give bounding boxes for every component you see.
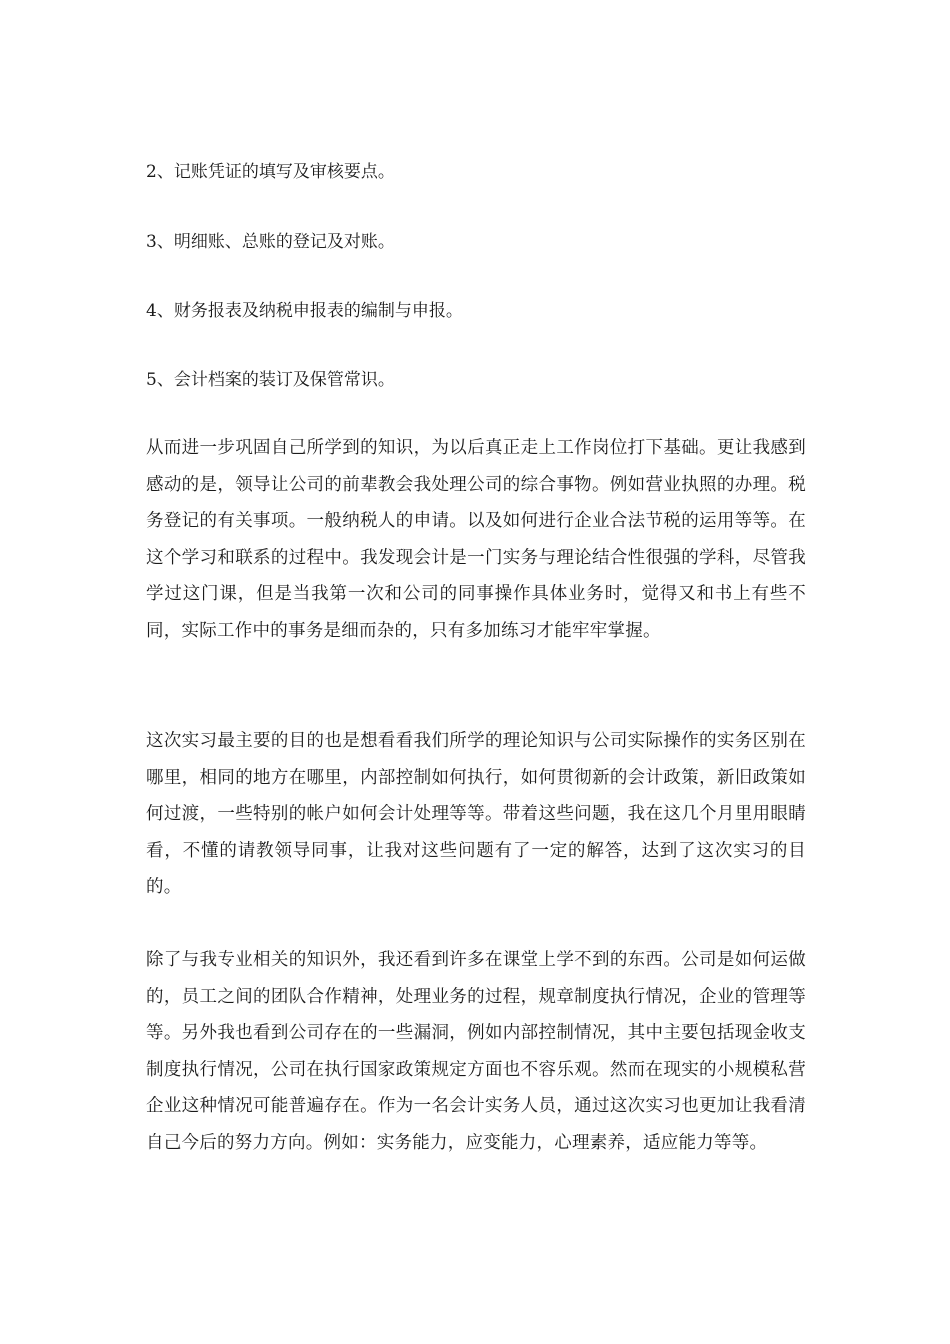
body-paragraph: 从而进一步巩固自己所学到的知识，为以后真正走上工作岗位打下基础。更让我感到感动的是，领导让公司的前辈教会我处理公司的综合事物。例如营业执照的办理。税务登记的有关事项。一般纳税人的申请。以及如何进行企业合法节税的运用等等。在这个学习和联系的过程中。我发现会计是一门实务与理论结合性很强的学科，尽管我学过这门课，但是当我第一次和公司的同事操作具体业务时，觉得又和书上有些不同，实际工作中的事务是细而杂的，只有多加练习才能牢牢掌握。 [146,438,806,641]
body-paragraph: 这次实习最主要的目的也是想看看我们所学的理论知识与公司实际操作的实务区别在哪里，相同的地方在哪里，内部控制如何执行，如何贯彻新的会计政策，新旧政策如何过渡，一些特别的帐户如何会计处理等等。带着这些问题，我在这几个月里用眼睛看，不懂的请教领导同事，让我对这些问题有了一定的解答，达到了这次实习的目的。 [146,731,806,898]
list-item: 3、明细账、总账的登记及对账。 [146,232,395,252]
list-item: 2、记账凭证的填写及审核要点。 [146,162,395,182]
list-item: 5、会计档案的装订及保管常识。 [146,370,395,390]
body-paragraph: 除了与我专业相关的知识外，我还看到许多在课堂上学不到的东西。公司是如何运做的，员工之间的团队合作精神，处理业务的过程，规章制度执行情况，企业的管理等等。另外我也看到公司存在的一些漏洞，例如内部控制情况，其中主要包括现金收支制度执行情况，公司在执行国家政策规定方面也不容乐观。然而在现实的小规模私营企业这种情况可能普遍存在。作为一名会计实务人员，通过这次实习也更加让我看清自己今后的努力方向。例如：实务能力，应变能力，心理素养，适应能力等等。 [146,950,806,1153]
list-item: 4、财务报表及纳税申报表的编制与申报。 [146,301,463,321]
